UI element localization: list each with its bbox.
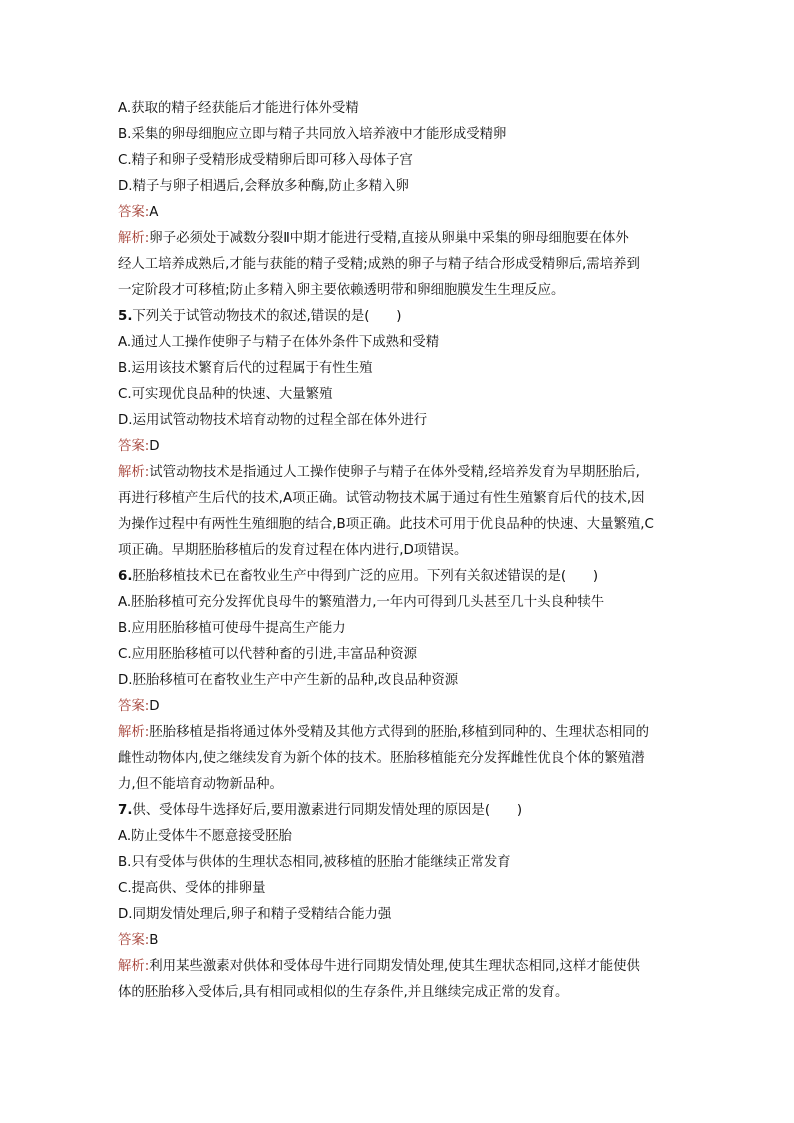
q4-option-b: B.采集的卵母细胞应立即与精子共同放入培养液中才能形成受精卵 [118, 127, 507, 142]
q6-analysis-line-3: 力,但不能培育动物新品种。 [118, 777, 283, 792]
q5-analysis-line-2: 再进行移植产生后代的技术,A项正确。试管动物技术属于通过有性生殖繁育后代的技术,因 [118, 491, 645, 506]
q5-answer-value: D [149, 439, 160, 454]
q7-answer [118, 928, 698, 954]
q6-stem [118, 564, 698, 590]
q6-option-c: C.应用胚胎移植可以代替种畜的引进,丰富品种资源 [118, 647, 418, 662]
answer-label: 答案: [118, 205, 150, 220]
q4-analysis-line-3: 一定阶段才可移植;防止多精入卵主要依赖透明带和卵细胞膜发生生理反应。 [118, 283, 565, 298]
q4-option-c: C.精子和卵子受精形成受精卵后即可移入母体子宫 [118, 153, 413, 168]
answer-label: 答案: [118, 439, 150, 454]
analysis-label: 解析: [118, 231, 150, 246]
q7-stem [118, 798, 698, 824]
q4-answer-value: A [149, 205, 159, 220]
q5-option-b: B.运用该技术繁育后代的过程属于有性生殖 [118, 361, 373, 376]
q7-option-a: A.防止受体牛不愿意接受胚胎 [118, 829, 292, 844]
q4-answer [118, 200, 698, 226]
q6-number: 6. [118, 569, 133, 584]
q5-option-a: A.通过人工操作使卵子与精子在体外条件下成熟和受精 [118, 335, 440, 350]
q7-option-c: C.提高供、受体的排卵量 [118, 881, 266, 896]
q4-analysis-line-1: 解析:卵子必须处于减数分裂Ⅱ中期才能进行受精,直接从卵巢中采集的卵母细胞要在体外 [118, 231, 629, 246]
q6-stem-text: 胚胎移植技术已在畜牧业生产中得到广泛的应用。下列有关叙述错误的是( ) [132, 569, 599, 584]
q6-analysis-line-1: 解析:胚胎移植是指将通过体外受精及其他方式得到的胚胎,移植到同种的、生理状态相同的 [118, 725, 650, 740]
analysis-label: 解析: [118, 465, 150, 480]
q5-answer [118, 434, 698, 460]
q6-option-a: A.胚胎移植可充分发挥优良母牛的繁殖潜力,一年内可得到几头甚至几十头良种犊牛 [118, 595, 605, 610]
q5-analysis-line-4: 项正确。早期胚胎移植后的发育过程在体内进行,D项错误。 [118, 543, 468, 558]
document-page [118, 96, 698, 1006]
q5-stem-text: 下列关于试管动物技术的叙述,错误的是( ) [132, 309, 402, 324]
q5-option-d: D.运用试管动物技术培育动物的过程全部在体外进行 [118, 413, 428, 428]
q5-option-c: C.可实现优良品种的快速、大量繁殖 [118, 387, 333, 402]
analysis-label: 解析: [118, 725, 150, 740]
q6-answer-value: D [149, 699, 160, 714]
q6-answer [118, 694, 698, 720]
q7-answer-value: B [149, 933, 159, 948]
answer-label: 答案: [118, 699, 150, 714]
q7-option-b: B.只有受体与供体的生理状态相同,被移植的胚胎才能继续正常发育 [118, 855, 511, 870]
q5-number: 5. [118, 309, 133, 324]
q7-number: 7. [118, 803, 133, 818]
q4-option-d: D.精子与卵子相遇后,会释放多种酶,防止多精入卵 [118, 179, 409, 194]
answer-label: 答案: [118, 933, 150, 948]
q6-option-b: B.应用胚胎移植可使母牛提高生产能力 [118, 621, 346, 636]
q5-analysis-line-1: 解析:试管动物技术是指通过人工操作使卵子与精子在体外受精,经培养发育为早期胚胎后, [118, 465, 640, 480]
q7-analysis-line-1: 解析:利用某些激素对供体和受体母牛进行同期发情处理,使其生理状态相同,这样才能使供 [118, 959, 640, 974]
q7-stem-text: 供、受体母牛选择好后,要用激素进行同期发情处理的原因是( ) [132, 803, 523, 818]
analysis-label: 解析: [118, 959, 150, 974]
q7-analysis-line-2: 体的胚胎移入受体后,具有相同或相似的生存条件,并且继续完成正常的发育。 [118, 985, 569, 1000]
q5-analysis-line-3: 为操作过程中有两性生殖细胞的结合,B项正确。此技术可用于优良品种的快速、大量繁殖,C [118, 517, 654, 532]
q6-option-d: D.胚胎移植可在畜牧业生产中产生新的品种,改良品种资源 [118, 673, 459, 688]
q4-option-a: A.获取的精子经获能后才能进行体外受精 [118, 101, 359, 116]
q5-stem [118, 304, 698, 330]
q7-option-d: D.同期发情处理后,卵子和精子受精结合能力强 [118, 907, 392, 922]
q6-analysis-line-2: 雌性动物体内,使之继续发育为新个体的技术。胚胎移植能充分发挥雌性优良个体的繁殖潜 [118, 751, 645, 766]
q4-analysis-line-2: 经人工培养成熟后,才能与获能的精子受精;成熟的卵子与精子结合形成受精卵后,需培养到 [118, 257, 640, 272]
